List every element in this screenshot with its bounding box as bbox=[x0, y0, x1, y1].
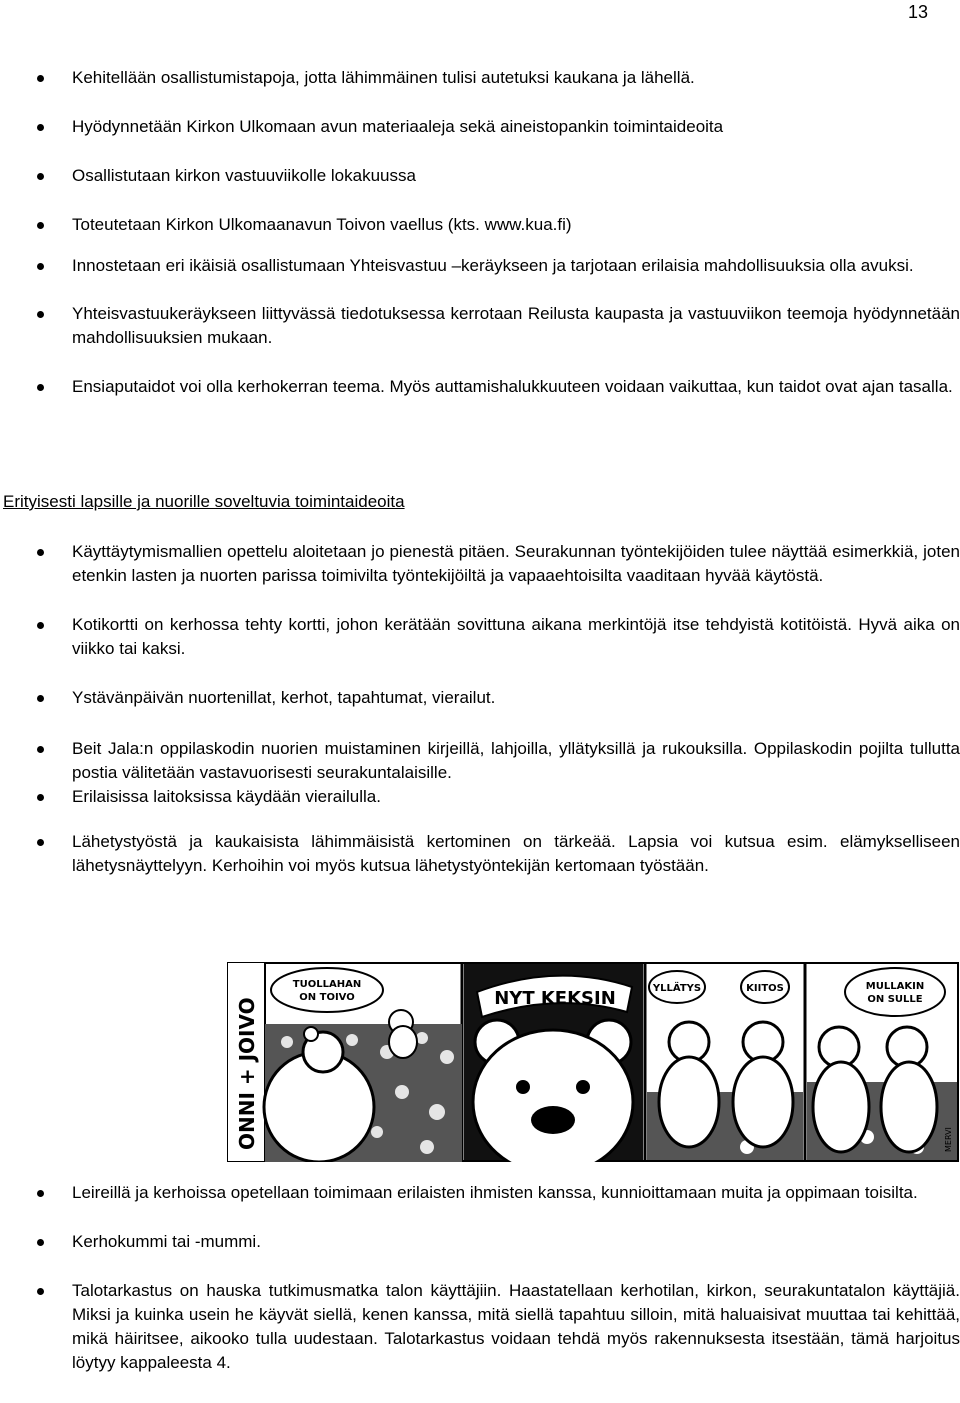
speech-bubble-1-line2: ON TOIVO bbox=[299, 992, 355, 1003]
speech-bubble-1-line1: TUOLLAHAN bbox=[292, 979, 362, 990]
bullet-list-2 bbox=[0, 540, 960, 878]
comic-strip bbox=[227, 962, 959, 1162]
bullet-list-3 bbox=[0, 1181, 960, 1375]
list-item: Yhteisvastuukeräykseen liittyvässä tiedotuksessa kerrotaan Reilusta kaupasta ja vastuuviikon teemoja hyödynnetään mahdollisuuksien mukaan. bbox=[0, 302, 960, 350]
speech-bubble-4: KIITOS bbox=[746, 983, 784, 994]
list-item: Hyödynnetään Kirkon Ulkomaan avun materiaaleja sekä aineistopankin toimintaideoita bbox=[0, 115, 960, 139]
list-item: Talotarkastus on hauska tutkimusmatka talon käyttäjiin. Haastatellaan kerhotilan, kirkon, seurakuntatalon käyttäjiä. Miksi ja kuinka usein he käyvät siellä, kenen kanssa, mitä siellä tapahtuu silloin, mitä haluaisivat muuttaa tai kehittää, mikä häiritsee, aikooko tulla uudestaan. Talotarkastus voidaan tehdä myös rakennuksesta itsestään, tämä harjoitus löytyy kappaleesta 4. bbox=[0, 1279, 960, 1375]
list-item: Kerhokummi tai -mummi. bbox=[0, 1230, 960, 1254]
list-item: Kotikortti on kerhossa tehty kortti, johon kerätään sovittuna aikana merkintöjä itse tehdyistä kotitöistä. Hyvä aika on viikko tai kaksi. bbox=[0, 613, 960, 661]
list-item: Lähetystyöstä ja kaukaisista lähimmäisistä kertominen on tärkeää. Lapsia voi kutsua esim. elämykselliseen lähetysnäyttelyyn. Kerhoihin voi myös kutsua lähetystyöntekijän kertomaan työstään. bbox=[0, 830, 960, 878]
comic-panel-2 bbox=[464, 964, 643, 1162]
speech-bubble-5-line1: MULLAKIN bbox=[865, 981, 925, 992]
list-item: Beit Jala:n oppilaskodin nuorien muistaminen kirjeillä, lahjoilla, yllätyksillä ja rukouksilla. Oppilaskodin pojilta tullutta postia välitetään vastavuorisesti seurakuntalaisille. bbox=[0, 737, 960, 785]
speech-bubble-5-line2: ON SULLE bbox=[867, 994, 923, 1005]
list-item: Toteutetaan Kirkon Ulkomaanavun Toivon vaellus (kts. www.kua.fi) bbox=[0, 213, 960, 237]
list-item: Käyttäytymismallien opettelu aloitetaan jo pienestä pitäen. Seurakunnan työntekijöiden tulee näyttää esimerkkiä, joten etenkin lasten ja nuorten parissa toimivilta työntekijöiltä ja vapaaehtoisilta vaaditaan hyvää käytöstä. bbox=[0, 540, 960, 588]
section-heading: Erityisesti lapsille ja nuorille soveltuvia toimintaideoita bbox=[3, 492, 405, 511]
speech-bubble-2: NYT KEKSIN bbox=[494, 988, 616, 1009]
speech-bubble-3: YLLÄTYS bbox=[652, 983, 702, 994]
list-item: Leireillä ja kerhoissa opetellaan toimimaan erilaisten ihmisten kanssa, kunnioittamaan muita ja oppimaan toisilta. bbox=[0, 1181, 960, 1205]
list-item: Innostetaan eri ikäisiä osallistumaan Yhteisvastuu –keräykseen ja tarjotaan erilaisia mahdollisuuksia olla avuksi. bbox=[0, 254, 960, 278]
comic-title-strip bbox=[227, 962, 265, 1162]
page-number: 13 bbox=[907, 2, 928, 22]
list-item: Ensiaputaidot voi olla kerhokerran teema. Myös auttamishalukkuuteen voidaan vaikuttaa, kun taidot ovat ajan tasalla. bbox=[0, 375, 960, 399]
comic-title: ONNI + JOIVO bbox=[235, 997, 259, 1150]
comic-signature: MERVI bbox=[944, 1127, 953, 1152]
list-item: Erilaisissa laitoksissa käydään vierailulla. bbox=[0, 785, 960, 809]
list-item: Kehitellään osallistumistapoja, jotta lähimmäinen tulisi autetuksi kaukana ja lähellä. bbox=[0, 66, 960, 90]
list-item: Osallistutaan kirkon vastuuviikolle lokakuussa bbox=[0, 164, 960, 188]
list-item: Ystävänpäivän nuortenillat, kerhot, tapahtumat, vierailut. bbox=[0, 686, 960, 710]
bullet-list-1 bbox=[0, 66, 960, 399]
